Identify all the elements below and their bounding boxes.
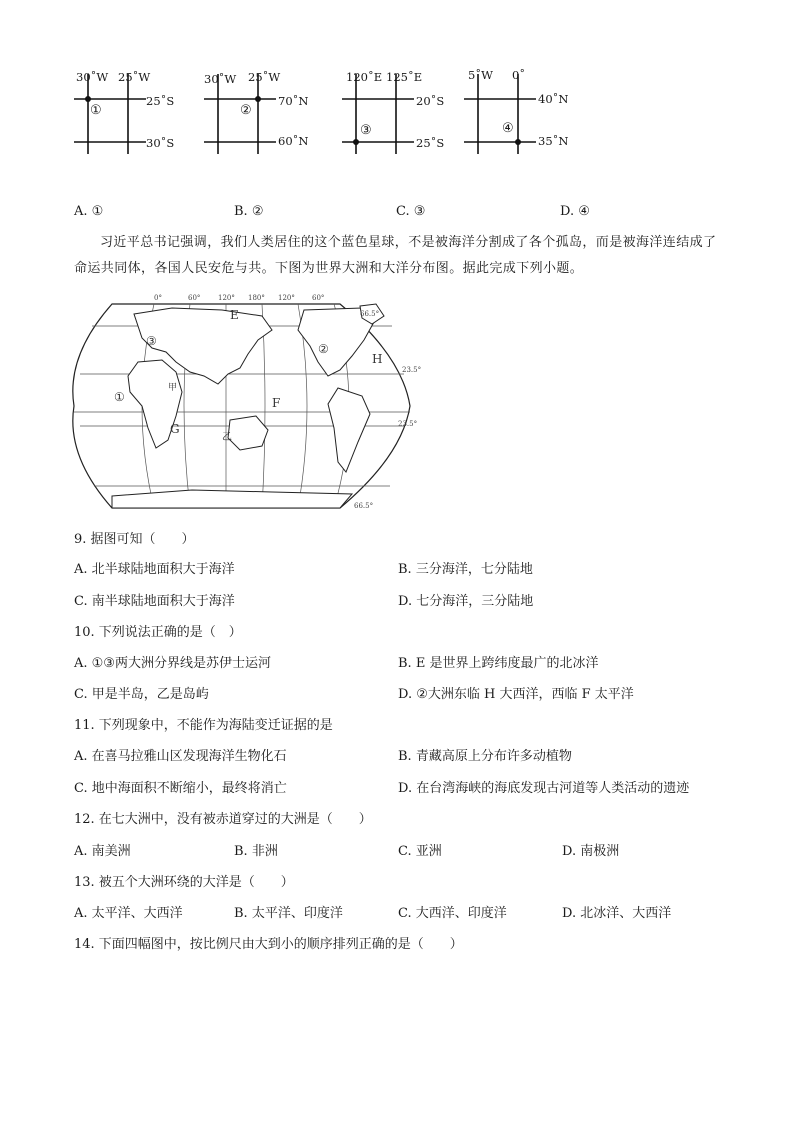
question-13-stem: 13. 被五个大洲环绕的大洋是（ ） [74,875,294,890]
degree-label: 0° [154,294,162,302]
question-11-stem: 11. 下列现象中，不能作为海陆变迁证据的是 [74,718,333,733]
latitude-top: 70˚N [278,94,309,108]
q8-choices [74,204,734,224]
longitude-left: 30˚W [76,70,109,84]
map-label-h: H [372,352,383,366]
degree-label: 23.5° [402,366,422,374]
world-map-svg [72,296,412,516]
q11-option-b[interactable]: B. 青藏高原上分布许多动植物 [398,749,572,764]
grid-figure-2 [202,62,352,162]
latitude-bottom: 25˚S [416,136,445,150]
degree-label: 66.5° [354,502,374,510]
q13-option-d[interactable]: D. 北冰洋、大西洋 [562,906,672,921]
q12-option-b[interactable]: B. 非洲 [234,844,278,859]
q13-option-c[interactable]: C. 大西洋、印度洋 [398,906,507,921]
world-map [72,294,422,516]
question-9-stem: 9. 据图可知（ ） [74,532,195,547]
q11-option-a[interactable]: A. 在喜马拉雅山区发现海洋生物化石 [74,749,287,764]
q10-option-a[interactable]: A. ①③两大洲分界线是苏伊士运河 [74,656,271,671]
location-dot [515,139,521,145]
q11-option-d[interactable]: D. 在台湾海峡的海底发现古河道等人类活动的遗迹 [398,781,690,796]
marker-label: ② [240,103,252,118]
q9-option-c[interactable]: C. 南半球陆地面积大于海洋 [74,594,235,609]
degree-label: 23.5° [398,420,418,428]
q11-option-c[interactable]: C. 地中海面积不断缩小，最终将消亡 [74,781,287,796]
choice-b[interactable]: B. ② [234,204,264,219]
q10-option-b[interactable]: B. E 是世界上跨纬度最广的北冰洋 [398,656,599,671]
question-12-stem: 12. 在七大洲中，没有被赤道穿过的大洲是（ ） [74,812,372,827]
q9-option-a[interactable]: A. 北半球陆地面积大于海洋 [74,562,235,577]
longitude-left: 5˚W [468,68,493,82]
latitude-top: 25˚S [146,94,175,108]
grid-figure-4 [462,62,612,162]
map-label-yi: 乙 [222,432,232,443]
degree-label: 60° [312,294,325,302]
map-label-2: ② [318,342,329,356]
latitude-bottom: 60˚N [278,134,309,148]
q12-option-a[interactable]: A. 南美洲 [74,844,131,859]
q9-option-d[interactable]: D. 七分海洋，三分陆地 [398,594,534,609]
latitude-top: 20˚S [416,94,445,108]
degree-label: 120° [218,294,235,302]
question-14-stem: 14. 下面四幅图中，按比例尺由大到小的顺序排列正确的是（ ） [74,937,463,952]
q13-option-a[interactable]: A. 太平洋、大西洋 [74,906,183,921]
choice-d[interactable]: D. ④ [560,204,590,219]
map-label-f: F [272,396,281,410]
map-label-3: ③ [146,334,157,348]
longitude-right: 125˚E [386,70,423,84]
location-dot [255,96,261,102]
degree-label: 180° [248,294,265,302]
q10-option-c[interactable]: C. 甲是半岛，乙是岛屿 [74,687,209,702]
map-label-e: E [230,308,239,322]
choice-a[interactable]: A. ① [74,204,104,219]
latitude-bottom: 35˚N [538,134,569,148]
question-10-stem: 10. 下列说法正确的是（ ） [74,625,242,640]
intro-paragraph: 习近平总书记强调，我们人类居住的这个蓝色星球，不是被海洋分割成了各个孤岛，而是被海洋连结成了命运共同体，各国人民安危与共。下图为世界大洲和大洋分布图。据此完成下列小题。 [74,235,717,276]
location-dot [85,96,91,102]
q12-option-d[interactable]: D. 南极洲 [562,844,620,859]
marker-label: ① [90,103,102,118]
degree-label: 66.5° [360,310,380,318]
longitude-right: 0˚ [512,68,526,82]
q12-option-c[interactable]: C. 亚洲 [398,844,442,859]
map-label-1: ① [114,390,125,404]
degree-label: 60° [188,294,201,302]
q9-option-b[interactable]: B. 三分海洋，七分陆地 [398,562,533,577]
q10-option-d[interactable]: D. ②大洲东临 H 大西洋，西临 F 太平洋 [398,687,634,702]
longitude-right: 25˚W [118,70,151,84]
choice-c[interactable]: C. ③ [396,204,426,219]
location-dot [353,139,359,145]
longitude-right: 25˚W [248,70,281,84]
q13-option-b[interactable]: B. 太平洋、印度洋 [234,906,343,921]
marker-label: ③ [360,123,372,138]
map-label-jia: 甲 [168,383,178,393]
latitude-bottom: 30˚S [146,136,175,150]
degree-label: 120° [278,294,295,302]
marker-label: ④ [502,121,514,136]
map-label-g: G [170,422,180,436]
longitude-left: 30˚W [204,72,237,86]
latitude-top: 40˚N [538,92,569,106]
longitude-left: 120˚E [346,70,383,84]
grid-figure-1 [72,62,222,162]
